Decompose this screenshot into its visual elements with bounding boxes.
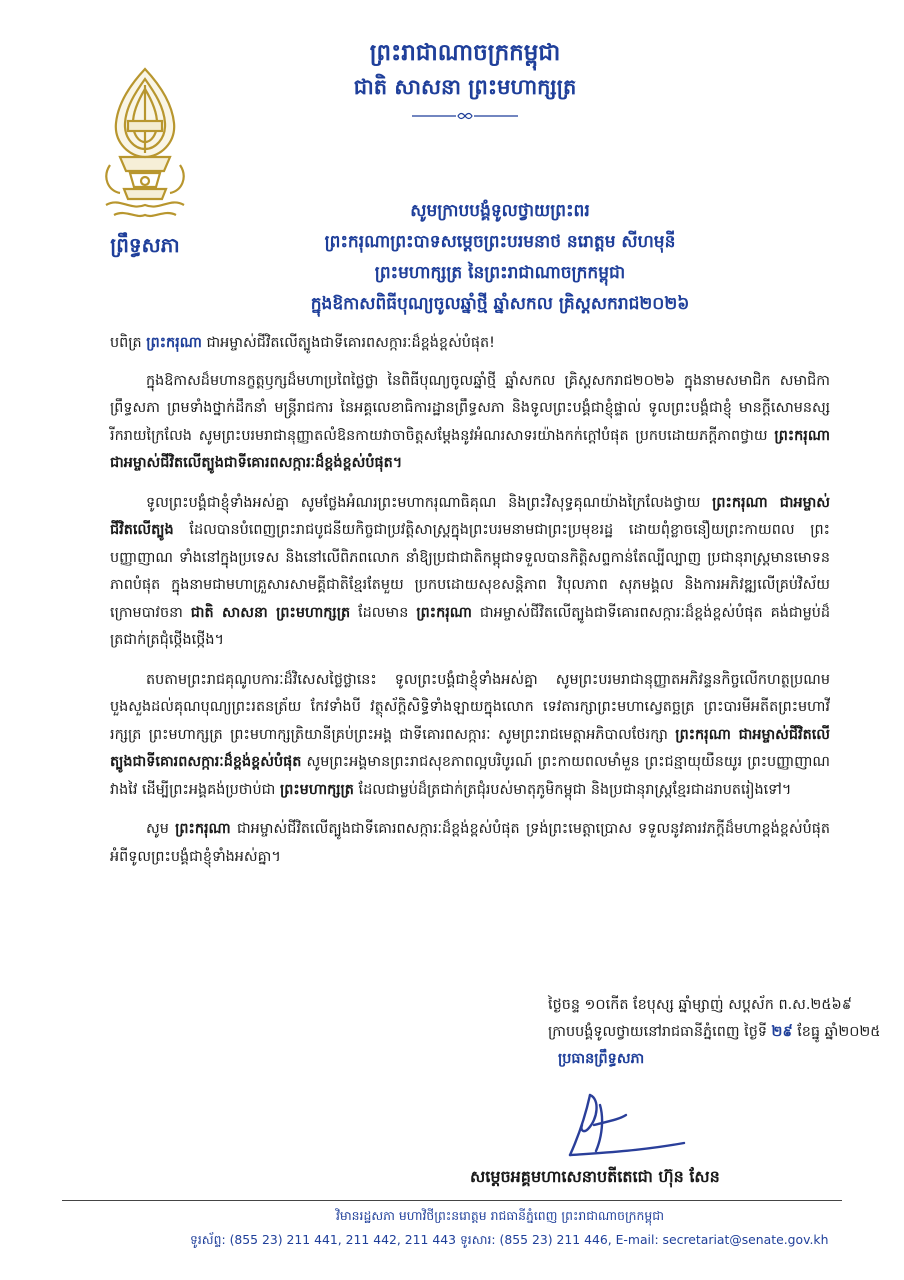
- place-date: [548, 1019, 881, 1046]
- place-prefix: ក្រាបបង្គំទូលថ្វាយនៅរាជធានីភ្នំពេញ ថ្ងៃទី: [548, 1024, 767, 1040]
- salutation-prefix: បពិត្រ: [110, 335, 142, 351]
- p3-text-b: សូមព្រះអង្គមានព្រះរាជសុខភាពល្អបរិបូរណ៍ ព្រះកាយពលមាំមួន ព្រះជន្មាយុយឺនយូរ ព្រះបញ្ញាញាណវាងវៃ ដើម្បីព្រះអង្គគង់ប្រថាប់ជា: [110, 754, 831, 798]
- p4-text-a: សូម: [146, 821, 169, 837]
- p2-king-title-2: ព្រះករុណា: [416, 604, 472, 621]
- kingdom-heading: ព្រះរាជាណាចក្រកម្ពុជា: [369, 40, 561, 66]
- footer-contact: ទូរស័ព្ទ: (855 23) 211 441, 211 442, 211 443 ទូរសារ: (855 23) 211 446, E-mail: secretariat@senate.gov.kh: [190, 1232, 829, 1247]
- place-suffix: ខែធ្នូ ឆ្នាំ២០២៥: [797, 1024, 881, 1040]
- p2-text-c: ដែលមាន: [358, 604, 409, 621]
- p2-text-d: ជាអម្ចាស់ជីវិតលើត្បូងជាទីគោរពសក្ការៈដ៏ខ្ពង់ខ្ពស់បំផុត គង់ជាម្លប់ដ៏ត្រជាក់ត្រជុំថ្កើងថ្កើង។: [110, 604, 830, 648]
- footer-address: វិមានរដ្ឋសភា មហាវិថីព្រះនរោត្តម រាជធានីភ្នំពេញ ព្រះរាជាណាចក្រកម្ពុជា: [335, 1208, 665, 1223]
- salutation-name: ព្រះករុណា: [146, 335, 202, 351]
- signature-icon: [560, 1085, 690, 1165]
- p3-king: ព្រះមហាក្សត្រ: [279, 781, 354, 798]
- title-line-4: ក្នុងឱកាសពិធីបុណ្យចូលឆ្នាំថ្មី ឆ្នាំសកល គ្រិស្តសករាជ២០២៦: [310, 294, 690, 314]
- p3-text-c: ដែលជាម្លប់ដ៏ត្រជាក់ត្រជុំរបស់មាតុភូមិកម្ពុជា និងប្រជានុរាស្ត្រខ្មែរជាដរាបតរៀងទៅ។: [358, 781, 792, 798]
- title-line-2: ព្រះករុណាព្រះបាទសម្ដេចព្រះបរមនាថ នរោត្តម សីហមុនី: [324, 232, 676, 252]
- footer: [190, 1204, 829, 1252]
- p4-king-title: ព្រះករុណា: [175, 821, 231, 837]
- salutation-rest: ជាអម្ចាស់ជីវិតលើត្បូងជាទីគោរពសក្ការៈដ៏ខ្ពង់ខ្ពស់បំផុត!: [206, 335, 495, 351]
- p1-text: ក្នុងឱកាសដ៏មហានក្ខត្តឫក្សដ៏មហាប្រពៃថ្លៃថ្លា នៃពិធីបុណ្យចូលឆ្នាំថ្មី ឆ្នាំសកល គ្រិស្តសករាជ២០២៦ ក្នុងនាមសមាជិក សមាជិកាព្រឹទ្ធសភា ព្រមទាំងថ្នាក់ដឹកនាំ មន្ត្រីរាជការ នៃអគ្គលេខាធិការដ្ឋានព្រឹទ្ធសភា និងទូលព្រះបង្គំជាខ្ញុំផ្ទាល់ ទូលព្រះបង្គំជាខ្ញុំ មានក្ដីសោមនស្សរីករាយក្រៃលែង សូមព្រះបរមរាជានុញ្ញាតលំឱនកាយវាចាចិត្តសម្ដែងនូវអំណរសាទរយ៉ាងកក់ក្ដៅបំផុត ប្រកបដោយភក្ដីភាពថ្វាយ: [110, 372, 830, 444]
- organization-name: ព្រឹទ្ធសភា: [110, 233, 180, 257]
- signer-name: សម្ដេចអគ្គមហាសេនាបតីតេជោ ហ៊ុន សែន: [470, 1167, 720, 1186]
- p2-king-title: ព្រះករុណា ជាអម្ចាស់ជីវិតលើត្បូង: [110, 494, 830, 538]
- p2-motto: ជាតិ សាសនា ព្រះមហាក្សត្រ: [190, 604, 351, 621]
- p4-text-b: ជាអម្ចាស់ជីវិតលើត្បូងជាទីគោរពសក្ការៈដ៏ខ្ពង់ខ្ពស់បំផុត ទ្រង់ព្រះមេត្តាប្រោស ទទួលនូវគារវភក្ដីដ៏មហាខ្ពង់ខ្ពស់បំផុត អំពីទូលព្រះបង្គំជាខ្ញុំទាំងអស់គ្នា។: [110, 821, 830, 865]
- salutation: [110, 330, 830, 358]
- signer-title: ប្រធានព្រឹទ្ធសភា: [558, 1051, 645, 1067]
- senate-emblem-icon: [100, 65, 190, 225]
- title-line-3: ព្រះមហាក្សត្រ នៃព្រះរាជាណាចក្រកម្ពុជា: [374, 263, 626, 283]
- letter-title: [200, 196, 800, 320]
- paragraph-4: [110, 816, 830, 871]
- paragraph-2: [110, 490, 830, 655]
- paragraph-1: [110, 368, 830, 478]
- divider-ornament-icon: [412, 110, 518, 122]
- p3-text-a: តបតាមព្រះរាជគុណូបការៈដ៏វិសេសថ្លៃថ្លានេះ ទូលព្រះបង្គំជាខ្ញុំទាំងអស់គ្នា សូមព្រះបរមរាជានុញ្ញាតអភិវន្ទនកិច្ចលើកហត្ថប្រណមបួងសួងដល់គុណបុណ្យព្រះរតនត្រ័យ កែវទាំងបី វត្ថុស័ក្ដិសិទ្ធិទាំងឡាយក្នុងលោក ទេវតារក្សាព្រះមហាស្វេតច្ឆត្រ ព្រះបារមីអតីតព្រះមហាវីរក្សត្រ ព្រះមហាក្សត្រ ព្រះមហាក្សត្រិយានីគ្រប់ព្រះអង្គ ជាទីគោរពសក្ការៈ សូមព្រះរាជមេត្តាអភិបាលថែរក្សា: [110, 671, 830, 743]
- date-block: [548, 992, 881, 1073]
- p2-text-b: ដែលបានបំពេញព្រះរាជបូជនីយកិច្ចជាប្រវត្តិសាស្ត្រក្នុងព្រះបរមនាមជាព្រះប្រមុខរដ្ឋ ដោយពុំខ្លាចនឿយព្រះកាយពល ព្រះបញ្ញាញាណ ទាំងនៅក្នុងប្រទេស និងនៅលើពិភពលោក នាំឱ្យប្រជាជាតិកម្ពុជាទទួលបានកិត្តិសព្ទកាន់តែល្បីល្បាញ ប្រជានុរាស្ត្រមានមោទនភាពបំផុត ក្នុងនាមជាមហាគ្រួសារសាមគ្គីជាតិខ្មែរតែមួយ ប្រកបដោយសុខសន្តិភាព វិបុលភាព សុភមង្គល និងការអភិវឌ្ឍលើគ្រប់វិស័យ ក្រោមបាវចនា: [110, 522, 830, 621]
- day-number: ២៩: [771, 1024, 793, 1040]
- lunar-date: ថ្ងៃចន្ទ ១០កើត ខែបុស្ស ឆ្នាំម្សាញ់ សប្តស័ក ព.ស.២៥៦៩: [548, 997, 852, 1013]
- footer-divider: [62, 1200, 842, 1201]
- letter-body: [110, 330, 830, 883]
- p1-king-title: ព្រះករុណា ជាអម្ចាស់ជីវិតលើត្បូងជាទីគោរពសក្ការៈដ៏ខ្ពង់ខ្ពស់បំផុត។: [110, 427, 830, 471]
- p3-king-title: ព្រះករុណា ជាអម្ចាស់ជីវិតលើត្បូងជាទីគោរពសក្ការៈដ៏ខ្ពង់ខ្ពស់បំផុត: [110, 726, 830, 770]
- paragraph-3: [110, 667, 830, 805]
- title-line-1: សូមក្រាបបង្គំទូលថ្វាយព្រះពរ: [410, 201, 590, 221]
- p2-text-a: ទូលព្រះបង្គំជាខ្ញុំទាំងអស់គ្នា សូមថ្លែងអំណរព្រះមហាករុណាធិគុណ និងព្រះវិសុទ្ធគុណយ៉ាងក្រៃលែងថ្វាយ: [146, 494, 701, 511]
- national-motto: ជាតិ សាសនា ព្រះមហាក្សត្រ: [353, 75, 577, 99]
